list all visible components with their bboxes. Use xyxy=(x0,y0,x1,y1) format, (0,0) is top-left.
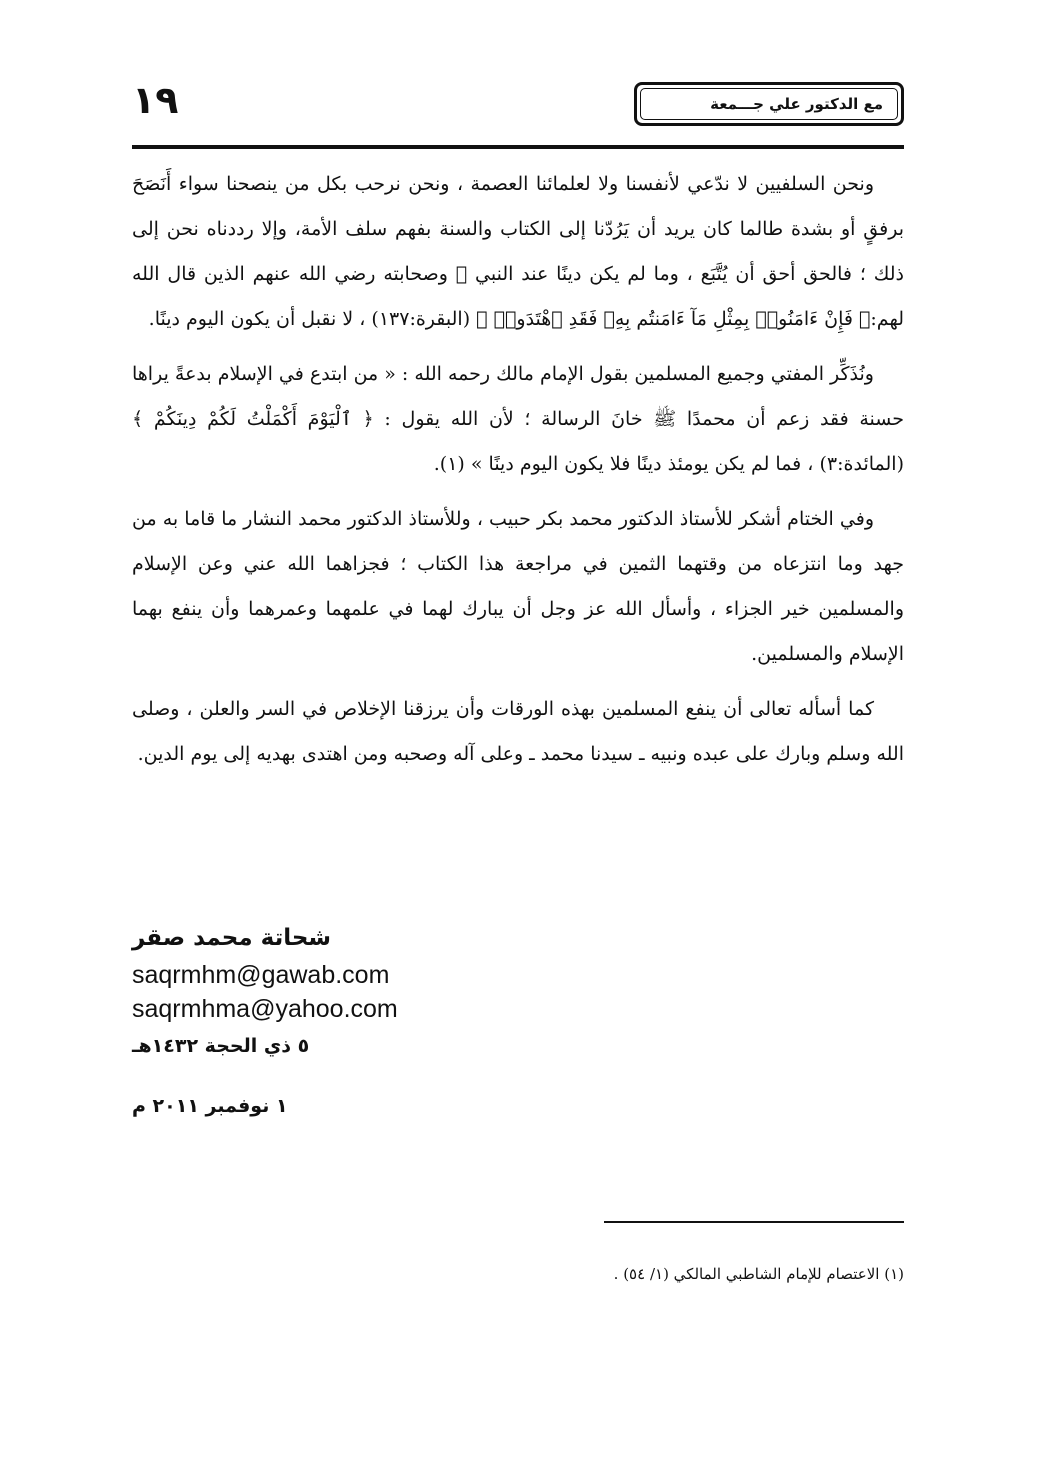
paragraph: ونُذَكِّر المفتي وجميع المسلمين بقول الإمام مالك رحمه الله : « من ابتدع في الإسلام بدعةً يراها حسنة فقد زعم أن محمدًا ﷺ خانَ الرسالة ؛ لأن الله يقول : ﴿ ٱلْيَوْمَ أَكْمَلْتُ لَكُمْ دِينَكُمْ ﴾ (المائدة:٣) ، فما لم يكن يومئذ دينًا فلا يكون اليوم دينًا » (١). xyxy=(132,363,904,475)
header-rule xyxy=(132,145,904,149)
author-email: saqrmhm@gawab.com xyxy=(132,961,390,989)
page-number: ١٩ xyxy=(132,78,179,122)
footnote-rule xyxy=(604,1221,904,1223)
signature-block xyxy=(132,918,452,1126)
footnote: (١) الاعتصام للإمام الشاطبي المالكي (١/ ٥٤) . xyxy=(613,1265,904,1283)
author-email: saqrmhma@yahoo.com xyxy=(132,995,398,1023)
gregorian-date: ١ نوفمبر ٢٠١١ م xyxy=(132,1095,288,1117)
paragraph: وفي الختام أشكر للأستاذ الدكتور محمد بكر حبيب ، وللأستاذ الدكتور محمد النشار ما قاما به من جهد وما انتزعاه من وقتهما الثمين في مراجعة هذا الكتاب ؛ فجزاهما الله عني وعن الإسلام والمسلمين خير الجزاء ، وأسأل الله عز وجل أن يبارك لهما في علمهما وعمرهما وأن ينفع بهما الإسلام والمسلمين. xyxy=(132,508,904,665)
paragraph: ونحن السلفيين لا ندّعي لأنفسنا ولا لعلمائنا العصمة ، ونحن نرحب بكل من ينصحنا سواء أَنَصَحَ برفقٍ أو بشدة طالما كان يريد أن يَرُدّنا إلى الكتاب والسنة بفهم سلف الأمة، وإلا رددناه نحن إلى ذلك ؛ فالحق أحق أن يُتَّبَع ، وما لم يكن دينًا عند النبي ﷺ وصحابته رضي الله عنهم الذين قال الله لهم:﴿ فَإِنْ ءَامَنُوا۟ بِمِثْلِ مَآ ءَامَنتُم بِهِۦ فَقَدِ ٱهْتَدَوا۟ ﴾ (البقرة:١٣٧) ، لا نقبل أن يكون اليوم دينًا. xyxy=(132,173,904,330)
main-text xyxy=(132,162,904,787)
paragraph: كما أسأله تعالى أن ينفع المسلمين بهذه الورقات وأن يرزقنا الإخلاص في السر والعلن ، وصلى الله وسلم وبارك على عبده ونبيه ـ سيدنا محمد ـ وعلى آله وصحبه ومن اهتدى بهديه إلى يوم الدين. xyxy=(132,698,904,765)
running-header-frame xyxy=(634,82,904,126)
running-header-title: مع الدكتور علي جـــمعة xyxy=(640,88,898,120)
author-name: شحاتة محمد صقر xyxy=(132,925,332,951)
hijri-date: ٥ ذي الحجة ١٤٣٢هـ xyxy=(132,1035,310,1057)
